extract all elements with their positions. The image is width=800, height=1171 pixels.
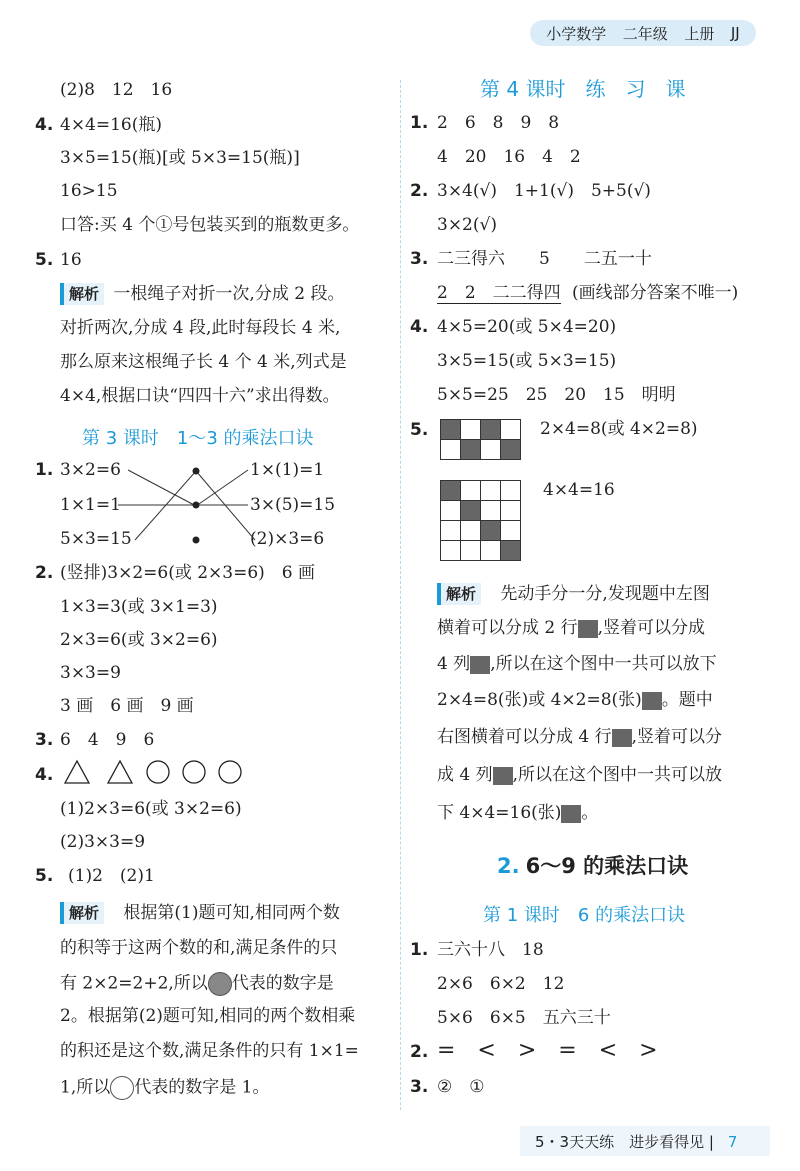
unit-title xyxy=(497,850,688,880)
grid-cell-filled xyxy=(481,420,501,440)
section-title: 第 3 课时 1～3 的乘法口诀 xyxy=(82,428,314,449)
answer-line: 5×5=25 25 20 15 明明 xyxy=(437,385,676,405)
grid-cell-filled xyxy=(441,420,461,440)
matching-lines xyxy=(0,0,400,560)
column-divider xyxy=(400,80,401,1110)
grid-cell xyxy=(461,420,481,440)
answer-line: 1×3=3(或 3×1=3) xyxy=(60,597,218,617)
answer-line: 2×6 6×2 12 xyxy=(437,974,565,994)
grid-cell-filled xyxy=(461,440,481,460)
analysis-line xyxy=(437,765,722,785)
analysis-line xyxy=(60,1076,269,1100)
triangle-shape xyxy=(108,761,132,783)
answer-line: 5×6 6×5 五六三十 xyxy=(437,1008,611,1028)
grid-cell xyxy=(441,501,461,521)
footer xyxy=(535,1131,737,1152)
answer-line xyxy=(437,283,738,303)
answer-line: (2)3×3=9 xyxy=(60,832,146,852)
answer-line: 6 4 9 6 xyxy=(60,730,155,750)
answer-line: (2)8 12 16 xyxy=(60,80,173,100)
analysis-line xyxy=(60,972,334,996)
circle-shape xyxy=(147,761,169,783)
match-line xyxy=(128,470,196,506)
answer-note: (画线部分答案不唯一) xyxy=(572,283,739,303)
answer-line: 3×5=15(或 5×3=15) xyxy=(437,351,617,371)
gray-square-icon xyxy=(612,729,632,747)
analysis-label: 解析 xyxy=(60,902,104,924)
shapes-row xyxy=(62,758,252,788)
analysis-text: 的积还是这个数,满足条件的只有 1×1= xyxy=(60,1041,359,1061)
answer-line: (1)2×3=6(或 3×2=6) xyxy=(60,799,242,819)
answer-line: 4 20 16 4 2 xyxy=(437,147,581,167)
grid-cell xyxy=(481,481,501,501)
analysis-text: 4 列 xyxy=(437,654,471,674)
analysis-line xyxy=(437,727,722,747)
question-number: 1. xyxy=(410,940,429,960)
page-number: 7 xyxy=(727,1133,738,1151)
grid-cell-filled xyxy=(501,440,521,460)
answer-line: 3×3=9 xyxy=(60,663,121,683)
gray-square-icon xyxy=(470,656,490,674)
analysis-text: 的积等于这两个数的和,满足条件的只 xyxy=(60,938,338,958)
answer-line: (1)2 (2)1 xyxy=(68,866,155,886)
underlined-answer: 2 2 二二得四 xyxy=(437,283,561,303)
grid-cell-filled xyxy=(441,481,461,501)
answer-line: 3×2(√) xyxy=(437,215,497,235)
analysis-label: 解析 xyxy=(437,583,481,605)
grid-cell xyxy=(501,420,521,440)
match-left-item: 3×2=6 xyxy=(60,460,121,480)
header-tag xyxy=(530,20,756,46)
analysis-line xyxy=(437,803,598,823)
section-title: 第 4 课时 练 习 课 xyxy=(480,77,686,101)
grid-cell-filled xyxy=(461,501,481,521)
grid-cell xyxy=(461,521,481,541)
analysis-text: 那么原来这根绳子长 4 个 4 米,列式是 xyxy=(60,352,347,372)
answer-line: 口答:买 4 个①号包装买到的瓶数更多。 xyxy=(60,215,360,235)
grid-cell xyxy=(481,501,501,521)
analysis-text: 1,所以 xyxy=(60,1077,111,1098)
match-dot xyxy=(193,468,200,475)
header-subject: 小学数学 xyxy=(546,24,607,43)
match-dot xyxy=(193,502,200,509)
grid-cell xyxy=(441,541,461,561)
analysis-text: 对折两次,分成 4 段,此时每段长 4 米, xyxy=(60,318,341,338)
analysis-text: 2。根据第(2)题可知,相同的两个数相乘 xyxy=(60,1006,356,1026)
match-right-item: 3×(5)=15 xyxy=(250,495,336,515)
answer-line: 2 6 8 9 8 xyxy=(437,113,560,133)
question-number: 3. xyxy=(35,730,54,750)
question-number: 5. xyxy=(35,866,54,886)
analysis-text: 。题中 xyxy=(661,690,713,710)
grid-cell xyxy=(461,541,481,561)
match-left-item: 1×1=1 xyxy=(60,495,121,515)
analysis-text: ,所以在这个图中一共可以放 xyxy=(512,765,723,785)
grid-cell-filled xyxy=(501,541,521,561)
circle-shape xyxy=(183,761,205,783)
grid-cell xyxy=(441,440,461,460)
header-term: 上册 xyxy=(684,24,715,43)
question-number: 2. xyxy=(35,563,54,583)
grid-cell xyxy=(501,501,521,521)
question-number: 3. xyxy=(410,1077,429,1097)
question-number: 5. xyxy=(410,420,429,440)
analysis-text: 根据第(1)题可知,相同两个数 xyxy=(123,903,340,923)
analysis-text: 4×4,根据口诀“四四十六”求出得数。 xyxy=(60,386,340,406)
question-number: 1. xyxy=(35,460,54,480)
grid-cell xyxy=(441,521,461,541)
question-number: 2. xyxy=(410,181,429,201)
gray-square-icon xyxy=(561,805,581,823)
analysis-text: ,所以在这个图中一共可以放下 xyxy=(490,654,717,674)
circle-shape xyxy=(219,761,241,783)
analysis-text: 代表的数字是 xyxy=(231,973,334,994)
peach-icon xyxy=(110,1076,134,1100)
match-left-item: 5×3=15 xyxy=(60,529,132,549)
answer-line: 2×3=6(或 3×2=6) xyxy=(60,630,218,650)
analysis-line xyxy=(437,618,705,638)
answer-line: 2×4=8(或 4×2=8) xyxy=(540,419,698,439)
analysis-text: 代表的数字是 1。 xyxy=(134,1077,270,1098)
triangle-shape xyxy=(65,761,89,783)
grid-cell xyxy=(501,521,521,541)
analysis-line xyxy=(437,690,713,710)
answer-line: 3 画 6 画 9 画 xyxy=(60,696,194,716)
section-title: 第 1 课时 6 的乘法口诀 xyxy=(483,905,686,926)
analysis-text: ,竖着可以分成 xyxy=(597,618,706,638)
answer-line: 3×4(√) 1+1(√) 5+5(√) xyxy=(437,181,651,201)
answer-line: ② ① xyxy=(437,1077,485,1097)
grid-cell-filled xyxy=(481,521,501,541)
grid-2x4 xyxy=(440,419,521,460)
analysis-text: 右图横着可以分成 4 行 xyxy=(437,727,612,747)
answer-line: 4×4=16(瓶) xyxy=(60,115,163,135)
answer-line: 三六十八 18 xyxy=(437,940,544,960)
grid-cell xyxy=(481,541,501,561)
analysis-text: 有 2×2=2+2,所以 xyxy=(60,973,208,994)
analysis-block xyxy=(437,583,710,605)
question-number: 1. xyxy=(410,113,429,133)
grid-4x4 xyxy=(440,480,521,561)
question-number: 2. xyxy=(410,1042,429,1062)
footer-brand: 5・3天天练 进步看得见 | xyxy=(535,1133,714,1151)
analysis-text: 下 4×4=16(张) xyxy=(437,803,562,823)
analysis-line xyxy=(437,654,717,674)
apple-icon xyxy=(208,972,232,996)
header-edition: JJ xyxy=(730,24,740,42)
analysis-text: 先动手分一分,发现题中左图 xyxy=(500,584,710,604)
gray-square-icon xyxy=(493,767,513,785)
grid-cell xyxy=(461,481,481,501)
answer-line: 3×5=15(瓶)[或 5×3=15(瓶)] xyxy=(60,148,300,168)
match-line xyxy=(196,470,248,506)
unit-number: 2. xyxy=(497,854,520,878)
header-grade: 二年级 xyxy=(622,24,668,43)
grid-cell xyxy=(481,440,501,460)
grid-cell xyxy=(501,481,521,501)
analysis-text: 。 xyxy=(581,803,599,823)
match-right-item: (2)×3=6 xyxy=(250,529,325,549)
match-dot xyxy=(193,537,200,544)
answer-line: 二三得六 5 二五一十 xyxy=(437,249,652,269)
unit-title-text: 6～9 的乘法口诀 xyxy=(525,854,689,878)
answer-line: (竖排)3×2=6(或 2×3=6) 6 画 xyxy=(60,563,316,583)
question-number: 3. xyxy=(410,249,429,269)
gray-square-icon xyxy=(578,620,598,638)
analysis-text: 一根绳子对折一次,分成 2 段。 xyxy=(113,284,345,304)
analysis-label: 解析 xyxy=(60,283,104,305)
answer-line: 4×5=20(或 5×4=20) xyxy=(437,317,617,337)
question-number: 5. xyxy=(35,250,54,270)
analysis-text: 横着可以分成 2 行 xyxy=(437,618,578,638)
analysis-text: 2×4=8(张)或 4×2=8(张) xyxy=(437,690,642,710)
question-number: 4. xyxy=(410,317,429,337)
answer-line: = < > = < > xyxy=(437,1038,658,1063)
gray-square-icon xyxy=(642,692,662,710)
answer-line: 4×4=16 xyxy=(543,480,615,500)
analysis-text: 成 4 列 xyxy=(437,765,493,785)
question-number: 4. xyxy=(35,115,54,135)
answer-line: 16>15 xyxy=(60,181,118,201)
analysis-text: ,竖着可以分 xyxy=(631,727,723,747)
answer-line: 16 xyxy=(60,250,82,270)
question-number: 4. xyxy=(35,765,54,785)
match-right-item: 1×(1)=1 xyxy=(250,460,325,480)
analysis-block xyxy=(60,902,340,924)
